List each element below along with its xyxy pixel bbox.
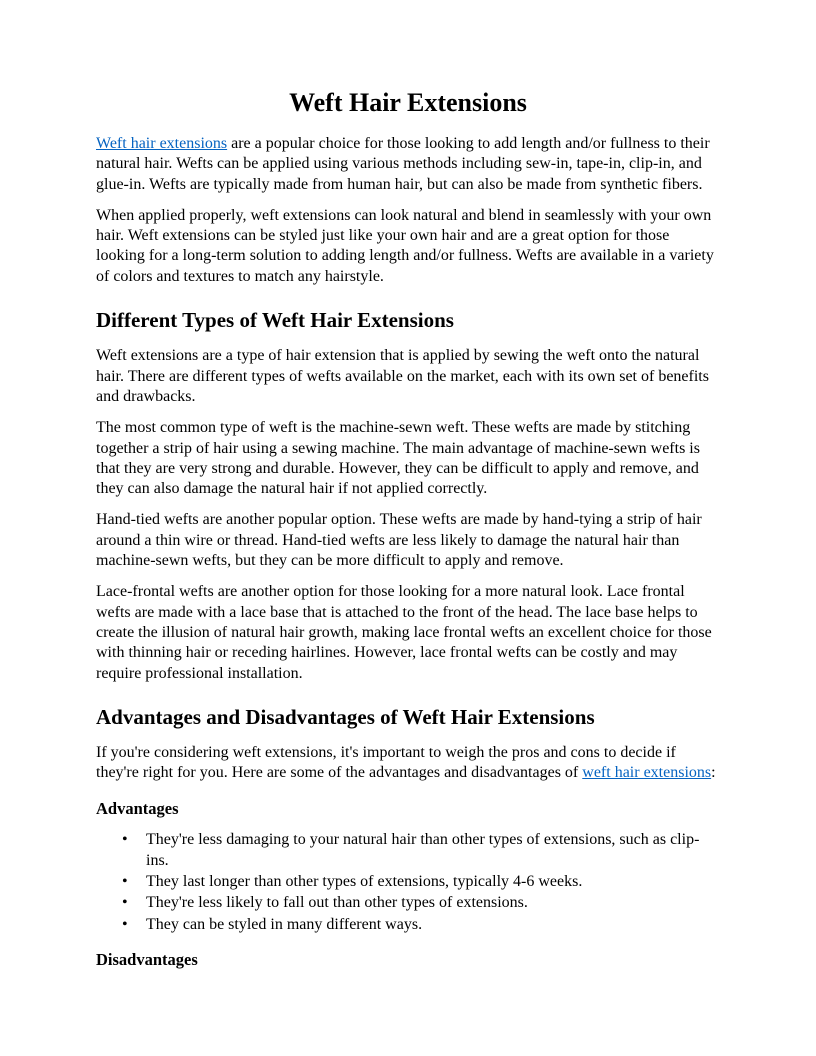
bullet-icon: •: [122, 873, 128, 891]
list-item-text: They're less likely to fall out than other types of extensions.: [146, 894, 528, 912]
types-paragraph-4: Lace-frontal wefts are another option for those looking for a more natural look. Lace frontal wefts are made with a lace base that is attached to the front of the head. The lace base helps to create the illusion of natural hair growth, making lace frontal wefts an excellent choice for those with thinning hair or receding hairlines. However, lace frontal wefts can be costly and may require professional installation.: [96, 583, 712, 682]
advantages-list: [96, 830, 720, 935]
types-paragraph-3: Hand-tied wefts are another popular option. These wefts are made by hand-tying a strip of hair around a thin wire or thread. Hand-tied wefts are less likely to damage the natural hair than machine-sewn wefts, but they can be more difficult to apply and remove.: [96, 511, 702, 570]
types-section-heading: Different Types of Weft Hair Extensions: [96, 308, 454, 333]
list-item: [96, 915, 720, 935]
bullet-icon: •: [122, 915, 128, 933]
advantages-heading: Advantages: [96, 798, 179, 818]
weft-hair-extensions-link-2[interactable]: weft hair extensions: [582, 764, 712, 782]
pros-cons-intro-before: If you're considering weft extensions, it's important to weigh the pros and cons to decide if they're right for you. Here are some of the advantages and disadvantages of: [96, 744, 676, 782]
weft-hair-extensions-link[interactable]: Weft hair extensions: [96, 134, 228, 152]
intro-paragraph-2: When applied properly, weft extensions can look natural and blend in seamlessly with your own hair. Weft extensions can be styled just like your own hair and are a great option for those looking for a long-term solution to adding length and/or fullness. Wefts are available in a variety of colors and textures to match any hairstyle.: [96, 206, 714, 285]
types-paragraph-2: The most common type of weft is the machine-sewn weft. These wefts are made by stitching together a strip of hair using a sewing machine. The main advantage of machine-sewn wefts is that they are very strong and durable. However, they can be difficult to apply and remove, and they can also damage the natural hair if not applied correctly.: [96, 419, 700, 498]
list-item-text: They're less damaging to your natural hair than other types of extensions, such as clip-ins.: [146, 831, 700, 869]
intro-paragraph-1: [96, 134, 720, 195]
intro-paragraph-1-text: are a popular choice for those looking to add length and/or fullness to their natural hair. Wefts can be applied using various methods including sew-in, tape-in, clip-in, and glue-in. Wefts are typically made from human hair, but can also be made from synthetic fibers.: [96, 134, 710, 193]
pros-cons-intro-after: :: [711, 764, 716, 782]
bullet-icon: •: [122, 894, 128, 912]
list-item: [96, 872, 720, 892]
list-item-text: They last longer than other types of extensions, typically 4-6 weeks.: [146, 873, 583, 891]
types-paragraph-1: Weft extensions are a type of hair extension that is applied by sewing the weft onto the natural hair. There are different types of wefts available on the market, each with its own set of benefits and drawbacks.: [96, 347, 709, 405]
pros-cons-intro-paragraph: [96, 743, 720, 784]
bullet-icon: •: [122, 831, 128, 849]
list-item: [96, 830, 720, 871]
document-title: Weft Hair Extensions: [289, 88, 527, 117]
list-item: [96, 893, 720, 913]
list-item-text: They can be styled in many different ways.: [146, 915, 423, 933]
pros-cons-section-heading: Advantages and Disadvantages of Weft Hair Extensions: [96, 704, 595, 729]
disadvantages-heading: Disadvantages: [96, 949, 198, 969]
